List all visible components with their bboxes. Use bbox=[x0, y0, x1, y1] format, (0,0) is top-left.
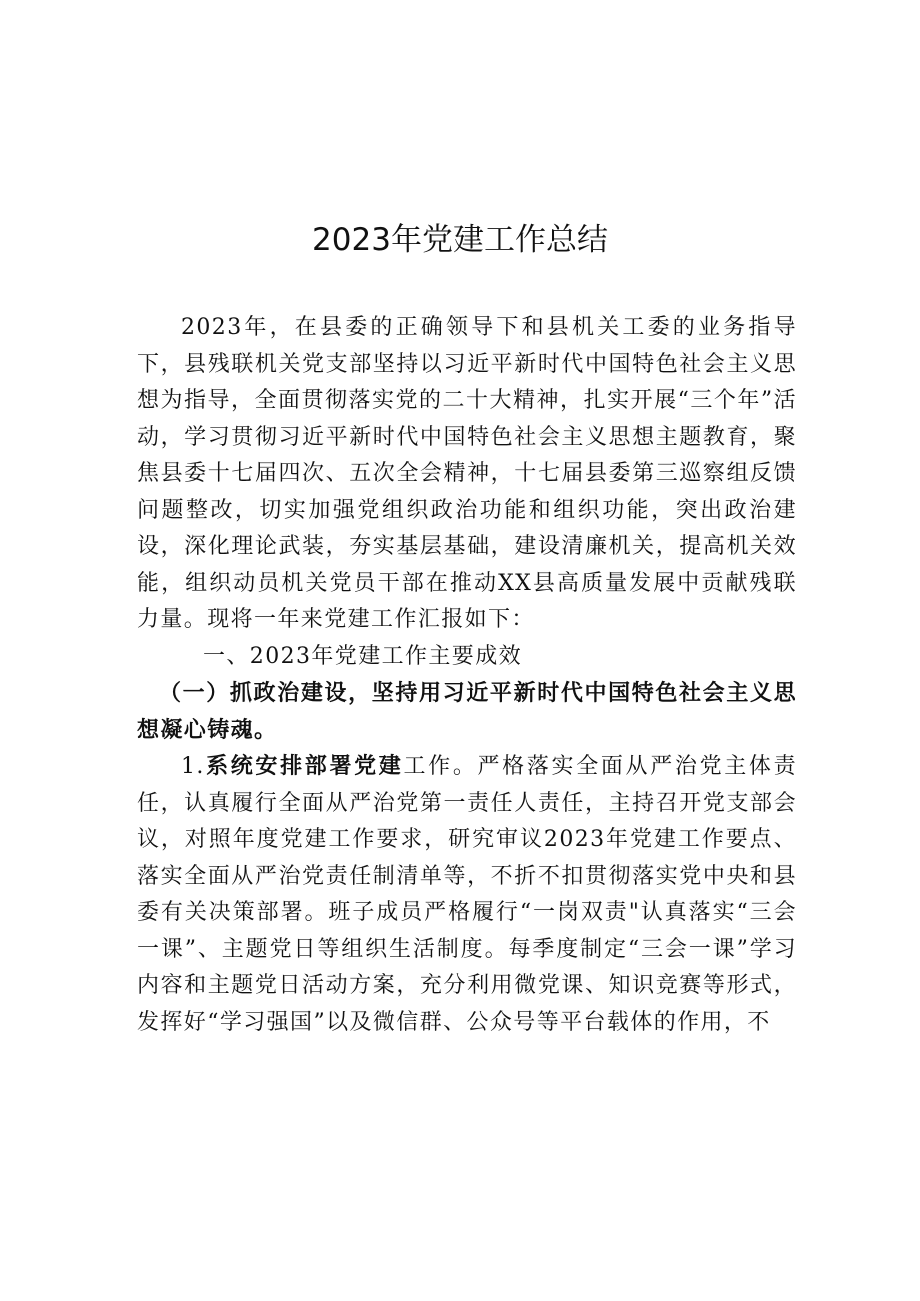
intro-paragraph: 2023年，在县委的正确领导下和县机关工委的业务指导下，县残联机关党支部坚持以习近平新时代中国特色社会主义思想为指导，全面贯彻落实党的二十大精神，扎实开展“三个年”活动，学习贯彻习近平新时代中国特色社会主义思想主题教育，聚焦县委十七届四次、五次全会精神，十七届县委第三巡察组反馈问题整改，切实加强党组织政治功能和组织功能，突出政治建设，深化理论武装，夯实基层基础，建设清廉机关，提高机关效能，组织动员机关党员干部在推动XX县高质量发展中贡献残联力量。现将一年来党建工作汇报如下： bbox=[137, 315, 797, 632]
section-heading-1: 一、2023年党建工作主要成效 bbox=[203, 643, 522, 669]
item-1-number: 1. bbox=[181, 754, 205, 779]
item-1-bold-lead: 系统安排部署党建 bbox=[204, 753, 404, 779]
document-body bbox=[137, 310, 797, 1041]
item-1-paragraph bbox=[137, 748, 797, 1041]
item-1-text: 工作。严格落实全面从严治党主体责任，认真履行全面从严治党第一责任人责任，主持召开党支部会议，对照年度党建工作要求，研究审议2023年党建工作要点、落实全面从严治党责任制清单等，不折不扣贯彻落实党中央和县委有关决策部署。班子成员严格履行“一岗双责"认真落实“三会一课”、主题党日等组织生活制度。每季度制定“三会一课”学习内容和主题党日活动方案，充分利用微党课、知识竞赛等形式，发挥好“学习强国”以及微信群、公众号等平台载体的作用，不 bbox=[137, 754, 798, 1035]
subsection-heading-1: （一）抓政治建设，坚持用习近平新时代中国特色社会主义思想凝心铸魂。 bbox=[137, 680, 797, 743]
document-title: 2023年党建工作总结 bbox=[312, 222, 608, 258]
